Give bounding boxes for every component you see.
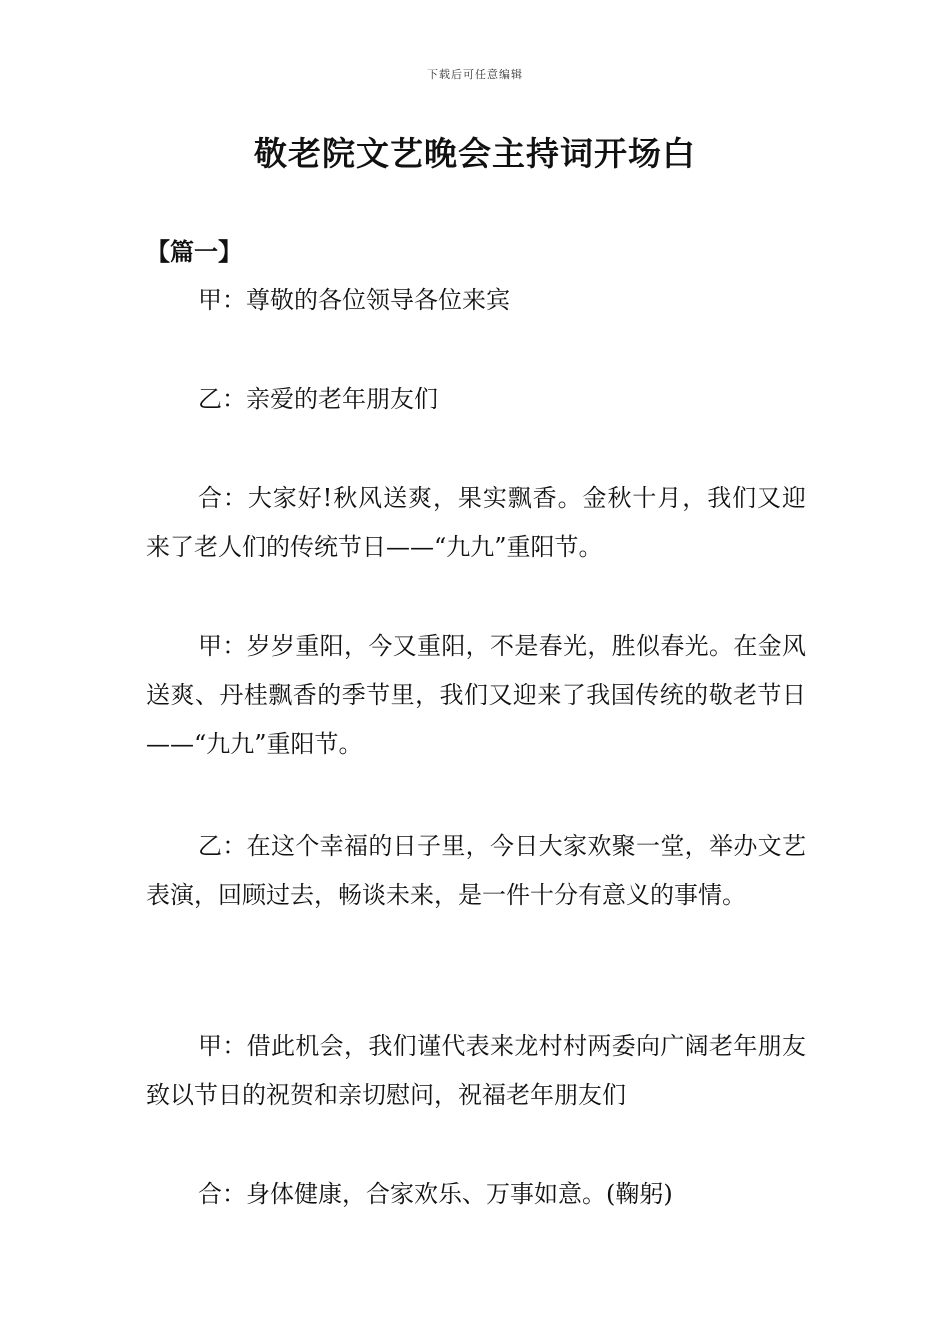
paragraph: 甲：尊敬的各位领导各位来宾 (198, 286, 510, 314)
paragraph: 乙：在这个幸福的日子里，今日大家欢聚一堂，举办文艺表演，回顾过去，畅谈未来，是一件十分有意义的事情。 (146, 832, 806, 909)
section-label: 【篇一】 (146, 237, 242, 266)
paragraph: 乙：亲爱的老年朋友们 (198, 385, 438, 413)
document-title: 敬老院文艺晚会主持词开场白 (254, 134, 696, 173)
paragraph: 合：大家好!秋风送爽，果实飘香。金秋十月，我们又迎来了老人们的传统节日——“九九”重阳节。 (146, 484, 806, 561)
header-note: 下载后可任意编辑 (427, 68, 523, 81)
paragraph: 甲：借此机会，我们谨代表来龙村村两委向广阔老年朋友致以节日的祝贺和亲切慰问，祝福老年朋友们 (146, 1032, 806, 1109)
paragraph: 合：身体健康，合家欢乐、万事如意。(鞠躬) (198, 1180, 673, 1208)
paragraph: 甲：岁岁重阳，今又重阳，不是春光，胜似春光。在金风送爽、丹桂飘香的季节里，我们又迎来了我国传统的敬老节日——“九九”重阳节。 (146, 632, 806, 758)
